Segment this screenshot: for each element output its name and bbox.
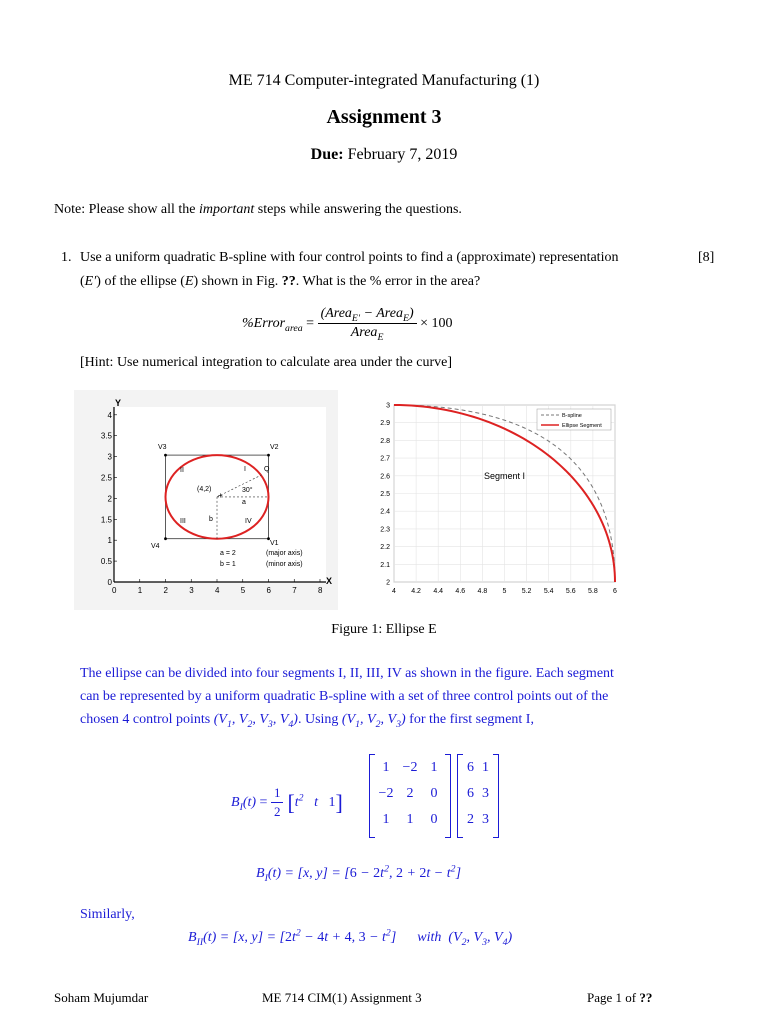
x-tick-label: 7 <box>292 586 297 595</box>
y-axis-label: Y <box>115 398 122 408</box>
question-number: 1. <box>61 250 72 265</box>
matrix-cell: 6 <box>467 786 474 801</box>
b-label: b <box>209 516 213 523</box>
note-emphasis: important <box>199 202 255 217</box>
y-tick-labels <box>380 403 390 587</box>
x-tick-label: 5.8 <box>588 588 598 595</box>
answer-line-1: The ellipse can be divided into four segments I, II, III, IV as shown in the figure. Each segment <box>80 666 614 681</box>
matrix-cell: 2 <box>467 812 474 827</box>
x-tick-label: 5.2 <box>521 588 532 595</box>
basis-matrix <box>374 760 446 828</box>
question-marks: [8] <box>698 250 715 265</box>
y-tick-label: 2.4 <box>380 508 390 516</box>
x-tick-label: 2 <box>163 586 168 595</box>
v4-label: V4 <box>151 543 160 550</box>
segment-ii-label: II <box>180 467 184 474</box>
note-prefix: Note: Please show all the <box>54 202 200 217</box>
question-line-1: Use a uniform quadratic B-spline with four control points to find a (approximate) representation <box>80 250 619 265</box>
matrix-cell: 6 <box>467 760 474 775</box>
matrix-cell: 2 <box>406 786 414 801</box>
x-tick-label: 4.4 <box>433 588 444 595</box>
v3-label: V3 <box>158 444 167 451</box>
x-tick-label: 5.6 <box>565 588 576 595</box>
matrix-cell: 0 <box>430 786 438 801</box>
answer-line-3a: chosen 4 control points <box>80 712 214 727</box>
x-tick-label: 5 <box>502 588 507 595</box>
q-line2-c: ) shown in Fig. <box>193 274 282 289</box>
v4-point <box>164 537 167 540</box>
assignment-title: Assignment 3 <box>326 106 442 128</box>
y-tick-label: 0.5 <box>100 557 112 567</box>
q-line2-d: . What is the % error in the area? <box>295 274 481 289</box>
note <box>54 202 462 218</box>
answer-line-3: chosen 4 control points ($V_1$, $V_2$, $V_3$, $V_4$). Using ($V_1$, $V_2$, $V_3$) for the first segment I, <box>80 712 534 730</box>
v1-label: V1 <box>270 540 279 547</box>
figure-caption: Figure 1: Ellipse E <box>331 622 437 637</box>
due-line <box>0 146 768 164</box>
y-tick-label: 2.5 <box>100 473 112 483</box>
y-tick-label: 1.5 <box>100 515 112 525</box>
y-tick-label: 2.1 <box>380 561 390 569</box>
matrix-cell: 0 <box>430 812 438 827</box>
y-tick-label: 3 <box>107 452 112 462</box>
legend-b: b = 1 <box>220 561 236 568</box>
footer-center: ME 714 CIM(1) Assignment 3 <box>262 990 422 1005</box>
answer-line-3c: for the first segment I, <box>405 712 534 727</box>
y-tick-label: 2.3 <box>380 526 390 534</box>
svg-text:+: + <box>218 491 223 500</box>
legend-a: a = 2 <box>220 550 236 557</box>
matrix-cell: 3 <box>482 812 489 827</box>
x-tick-label: 4.2 <box>411 588 421 595</box>
x-tick-label: 5.4 <box>543 588 554 595</box>
a-label: a <box>242 499 246 506</box>
y-tick-label: 1 <box>107 536 112 546</box>
x-tick-label: 0 <box>112 586 117 595</box>
matrix-equation-lhs: $B_I(t)$ = $\frac{1}{2}$ [ $t^2$ t 1 ] <box>231 785 343 819</box>
x-tick-label: 6 <box>266 586 271 595</box>
y-tick-label: 2 <box>107 494 112 504</box>
y-tick-label: 2.7 <box>380 455 390 463</box>
y-tick-label: 2 <box>386 579 390 587</box>
angle-label: 30° <box>242 487 253 494</box>
point-q-label: Q <box>264 466 270 473</box>
x-tick-label: 4.6 <box>455 588 466 595</box>
answer-line-3b: . Using <box>297 712 342 727</box>
footer-page-prefix: Page 1 of <box>587 990 640 1005</box>
matrix-cell: 1 <box>382 760 390 775</box>
segment-i-label: I <box>244 466 246 473</box>
matrix-cell: 1 <box>430 760 438 775</box>
matrix-cell: −2 <box>378 786 394 801</box>
segment-iii-label: III <box>180 518 186 525</box>
legend-major: (major axis) <box>266 550 303 557</box>
q-line2-a: ( <box>80 274 85 289</box>
y-tick-label: 0 <box>107 578 112 587</box>
y-tick-label: 2.8 <box>380 437 390 445</box>
segment-annotation: Segment I <box>484 471 526 481</box>
x-tick-labels <box>392 588 617 595</box>
x-tick-label: 4.8 <box>477 588 488 595</box>
legend-ellipse: Ellipse Segment <box>562 423 602 429</box>
matrix-cell: 1 <box>382 812 390 827</box>
answer-line-2: can be represented by a uniform quadratic B-spline with a set of three control points out of the <box>80 689 609 704</box>
figure-ref: ?? <box>281 274 296 289</box>
x-tick-label: 4 <box>392 588 396 595</box>
course-title: ME 714 Computer-integrated Manufacturing (1) <box>228 72 540 89</box>
footer-page <box>587 990 652 1006</box>
v3-point <box>164 454 167 457</box>
control-point-matrix <box>463 760 493 828</box>
x-tick-label: 3 <box>189 586 194 595</box>
footer-page-ref: ?? <box>639 990 653 1005</box>
x-axis-label: X <box>326 576 333 586</box>
question-line-2: (E′) of the ellipse (E) shown in Fig. ??. What is the % error in the area? <box>80 274 481 289</box>
y-tick-label: 3 <box>386 402 390 410</box>
y-tick-label: 2.6 <box>380 473 390 481</box>
matrix-cell: 1 <box>406 812 414 827</box>
due-date: February 7, 2019 <box>347 146 458 163</box>
segment-iv-label: IV <box>245 518 252 525</box>
hint: [Hint: Use numerical integration to calculate area under the curve] <box>80 355 452 370</box>
segment-i-equation: $B_I(t) = [x$, $y] = [6 - 2t^2$, $2 + 2t - t^2$] <box>256 863 462 884</box>
y-tick-label: 4 <box>107 410 112 420</box>
center-label: (4,2) <box>197 486 212 493</box>
segment-figure <box>354 398 622 604</box>
matrix-cell: 3 <box>482 786 489 801</box>
ellipse-figure <box>74 390 338 610</box>
y-tick-label: 2.2 <box>380 544 390 552</box>
due-label: Due: <box>310 146 344 163</box>
y-tick-label: 2.9 <box>380 420 390 428</box>
x-tick-label: 5 <box>240 586 246 595</box>
y-tick-label: 3.5 <box>100 431 112 441</box>
footer-author: Soham Mujumdar <box>54 990 149 1005</box>
matrix-cell: 1 <box>482 760 489 775</box>
x-tick-label: 4 <box>215 586 220 595</box>
q-line2-b: ) of the ellipse ( <box>96 274 185 289</box>
y-tick-label: 2.5 <box>380 491 390 498</box>
with-word: with <box>417 930 442 945</box>
x-tick-label: 1 <box>137 586 143 595</box>
error-fraction: $\frac{(Area_{E'} - Area_E)}{Area_E}$ <box>318 306 417 341</box>
legend-bspline: B-spline <box>562 413 582 419</box>
similarly-label: Similarly, <box>80 907 135 922</box>
x-tick-label: 8 <box>318 586 323 595</box>
error-formula: %Error$_{area}$ = $\frac{(Area_{E'} - Area_E)}{Area_E}$ × 100 <box>242 306 453 343</box>
x-tick-label: 6 <box>613 588 617 595</box>
v2-point <box>267 454 270 457</box>
v2-label: V2 <box>270 444 279 451</box>
note-suffix: steps while answering the questions. <box>254 202 462 217</box>
matrix-cell: −2 <box>402 760 418 775</box>
legend-minor: (minor axis) <box>266 561 303 568</box>
segment-ii-equation: $B_{II}(t) = [x$, $y] = [2t^2 - 4t + 4$, $3 - t^2$] with ($V_2$, $V_3$, $V_4$) <box>188 927 513 948</box>
